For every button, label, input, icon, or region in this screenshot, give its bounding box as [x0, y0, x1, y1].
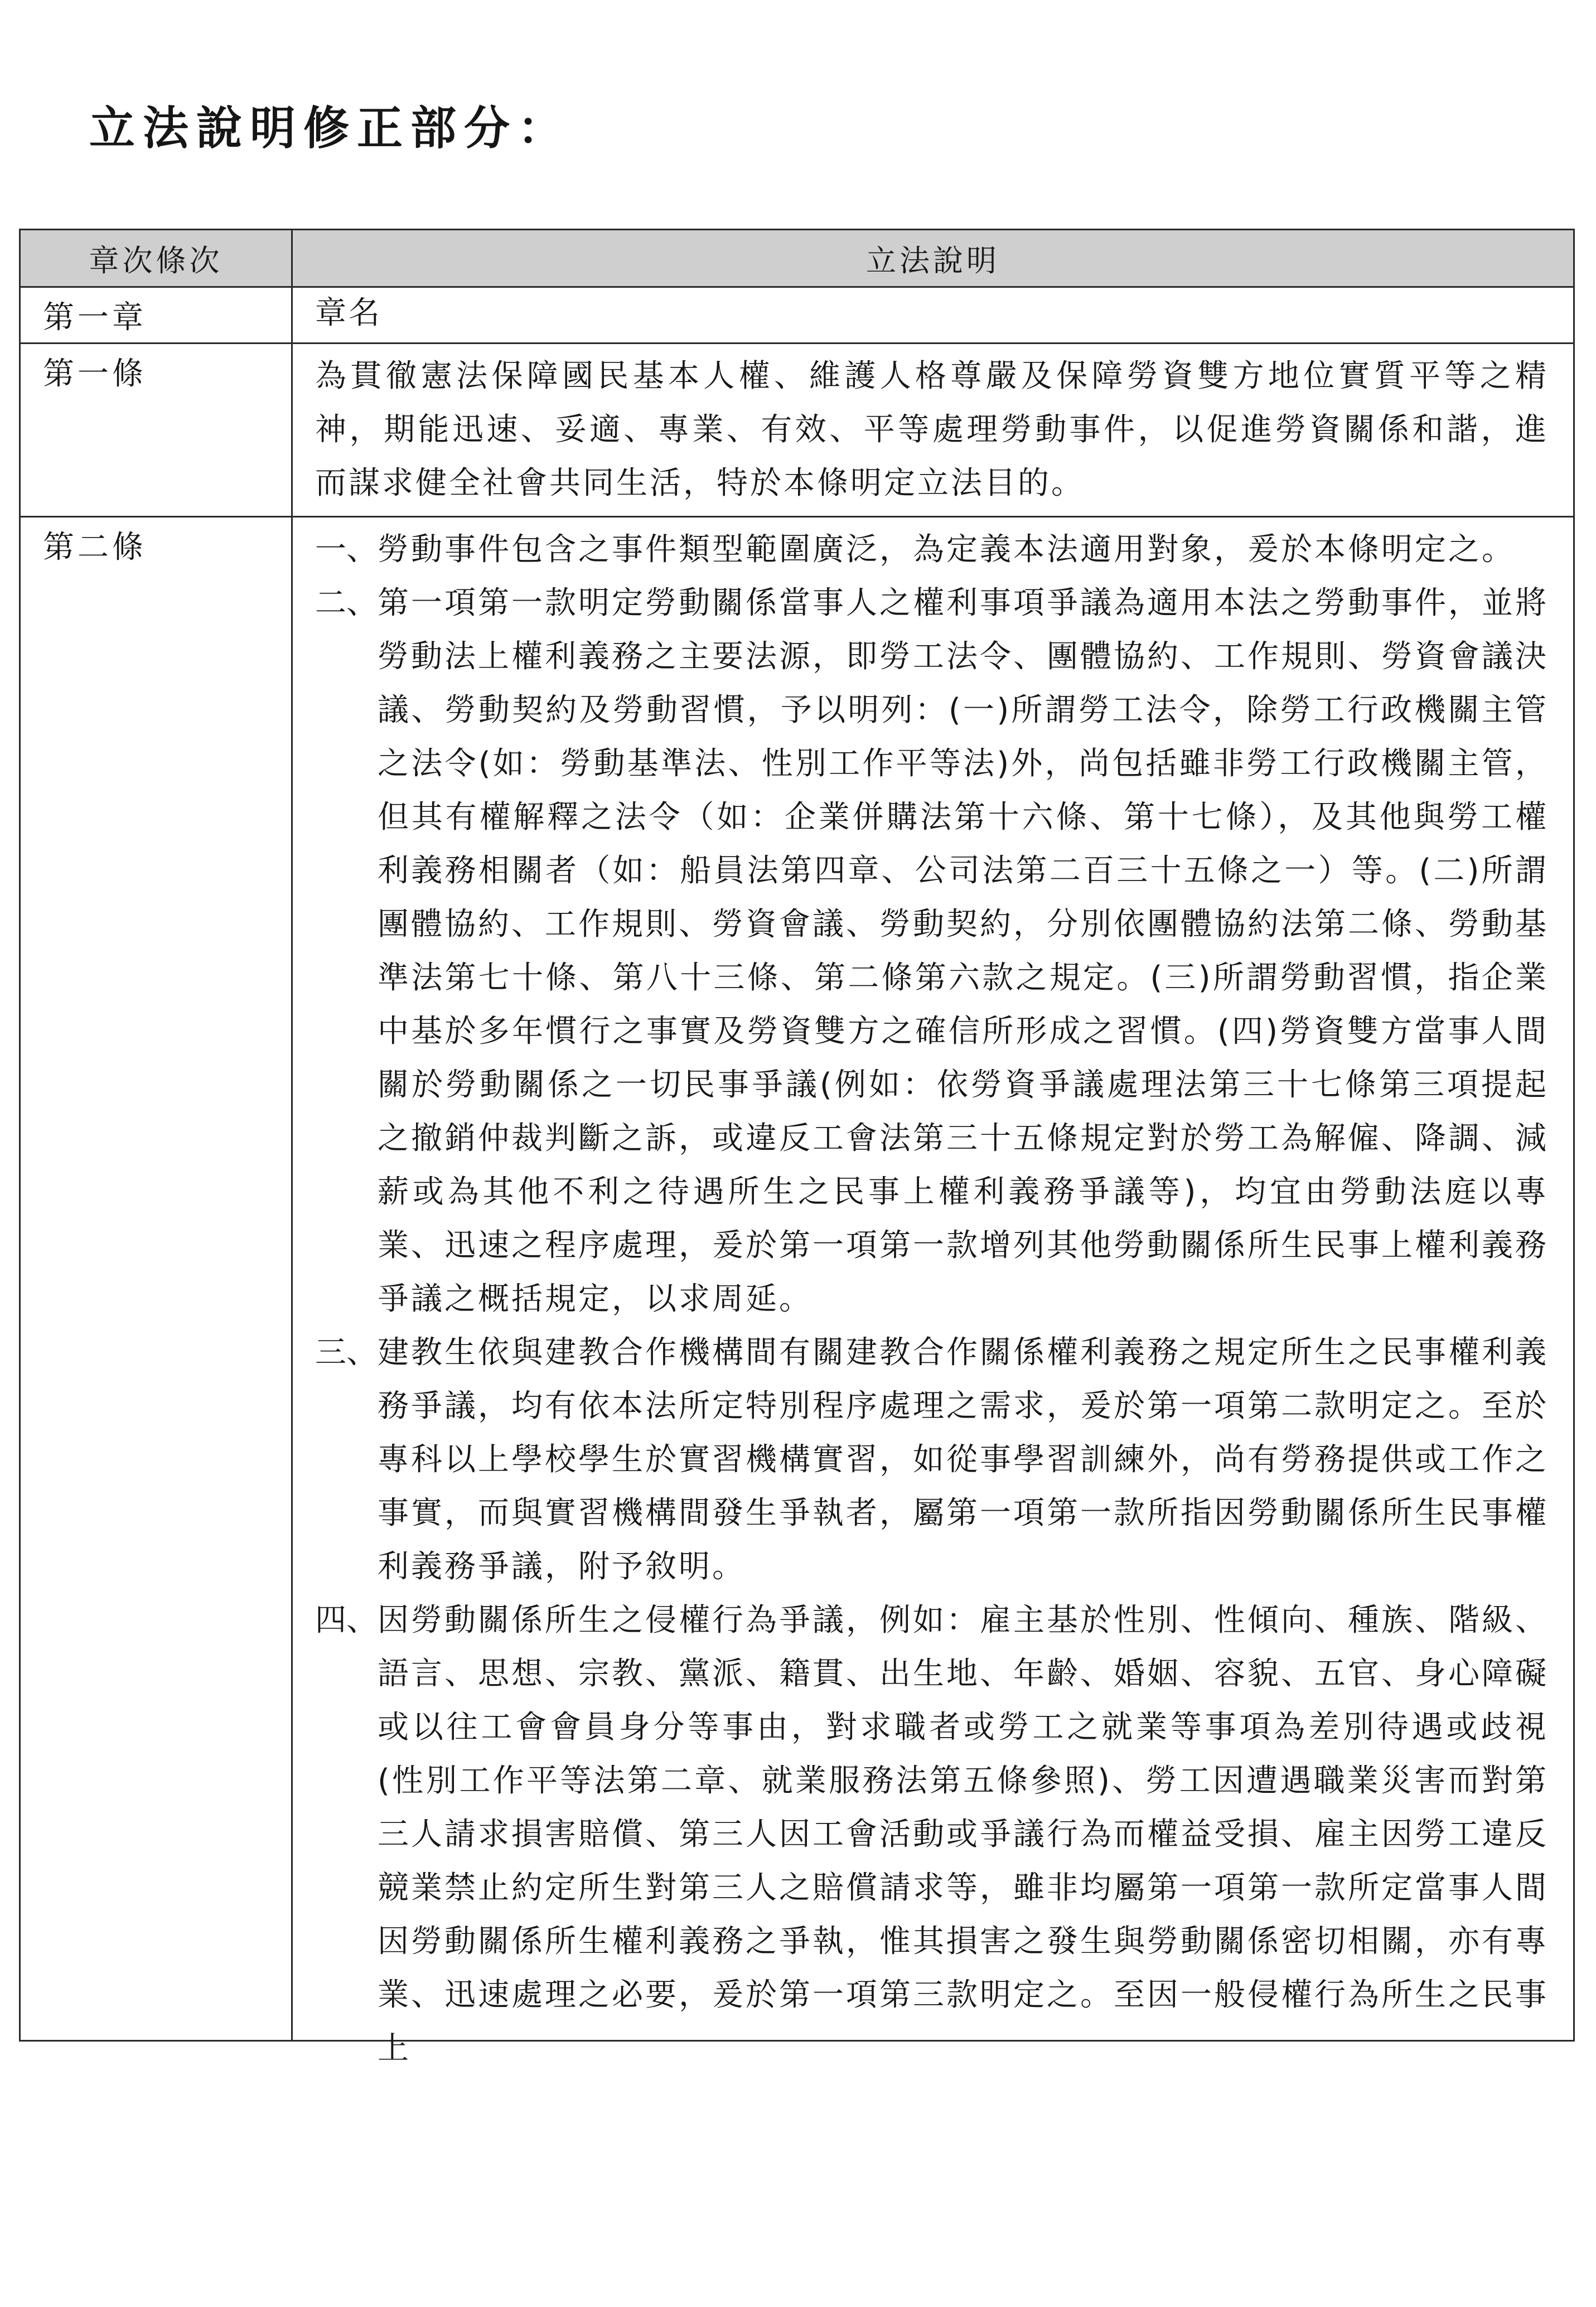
explanation-text: 為貫徹憲法保障國民基本人權、維護人格尊嚴及保障勞資雙方地位實質平等之精神，期能迅速、妥適、專業、有效、平等處理勞動事件，以促進勞資關係和諧，進而謀求健全社會共同生活，特於本條明定立法目的。: [292, 344, 1574, 517]
article-label: 第二條: [20, 517, 292, 2041]
item-text: 勞動事件包含之事件類型範圍廣泛，為定義本法適用對象，爰於本條明定之。: [378, 531, 1515, 568]
explanation-text: 章名: [292, 287, 1574, 344]
article-label: 第一章: [20, 287, 292, 344]
table-row: [20, 287, 1574, 344]
table-row: [20, 517, 1574, 2041]
explanation-items: [315, 523, 1549, 2067]
list-item: [315, 1326, 1549, 1594]
item-number: 四、: [315, 1602, 378, 1638]
list-item: [315, 1594, 1549, 2076]
article-label: 第一條: [20, 344, 292, 517]
header-explanation: 立法說明: [292, 230, 1574, 287]
item-number: 三、: [315, 1334, 378, 1371]
table-header-row: [20, 230, 1574, 287]
item-text: 建教生依與建教合作機構間有關建教合作關係權利義務之規定所生之民事權利義務爭議，均有依本法所定特別程序處理之需求，爰於第一項第二款明定之。至於專科以上學校學生於實習機構實習，如從事學習訓練外，尚有勞務提供或工作之事實，而與實習機構間發生爭執者，屬第一項第一款所指因勞動關係所生民事權利義務爭議，附予敘明。: [378, 1334, 1549, 1585]
item-text: 第一項第一款明定勞動關係當事人之權利事項爭議為適用本法之勞動事件，並將勞動法上權利義務之主要法源，即勞工法令、團體協約、工作規則、勞資會議決議、勞動契約及勞動習慣，予以明列：(一)所謂勞工法令，除勞工行政機關主管之法令(如：勞動基準法、性別工作平等法)外，尚包括雖非勞工行政機關主管，但其有權解釋之法令（如：企業併購法第十六條、第十七條），及其他與勞工權利義務相關者（如：船員法第四章、公司法第二百三十五條之一）等。(二)所謂團體協約、工作規則、勞資會議、勞動契約，分別依團體協約法第二條、勞動基準法第七十條、第八十三條、第二條第六款之規定。(三)所謂勞動習慣，指企業中基於多年慣行之事實及勞資雙方之確信所形成之習慣。(四)勞資雙方當事人間關於勞動關係之一切民事爭議(例如：依勞資爭議處理法第三十七條第三項提起之撤銷仲裁判斷之訴，或違反工會法第三十五條規定對於勞工為解僱、降調、減薪或為其他不利之待遇所生之民事上權利義務爭議等)，均宜由勞動法庭以專業、迅速之程序處理，爰於第一項第一款增列其他勞動關係所生民事上權利義務爭議之概括規定，以求周延。: [378, 585, 1549, 1317]
explanation-cell: [292, 517, 1574, 2067]
item-number: 一、: [315, 531, 378, 568]
table-row: [20, 344, 1574, 517]
page-title: 立法說明修正部分：: [89, 102, 572, 155]
legislative-explanation-table: [19, 229, 1575, 2067]
list-item: [315, 523, 1549, 577]
item-text: 因勞動關係所生之侵權行為爭議，例如：雇主基於性別、性傾向、種族、階級、語言、思想、宗教、黨派、籍貫、出生地、年齡、婚姻、容貌、五官、身心障礙或以往工會會員身分等事由，對求職者或勞工之就業等事項為差別待遇或歧視(性別工作平等法第二章、就業服務法第五條參照)、勞工因遭遇職業災害而對第三人請求損害賠償、第三人因工會活動或爭議行為而權益受損、雇主因勞工違反競業禁止約定所生對第三人之賠償請求等，雖非均屬第一項第一款所定當事人間因勞動關係所生權利義務之爭執，惟其損害之發生與勞動關係密切相關，亦有專業、迅速處理之必要，爰於第一項第三款明定之。至因一般侵權行為所生之民事上: [378, 1602, 1549, 2067]
list-item: [315, 577, 1549, 1326]
item-number: 二、: [315, 585, 378, 621]
header-article-number: 章次條次: [20, 230, 292, 287]
